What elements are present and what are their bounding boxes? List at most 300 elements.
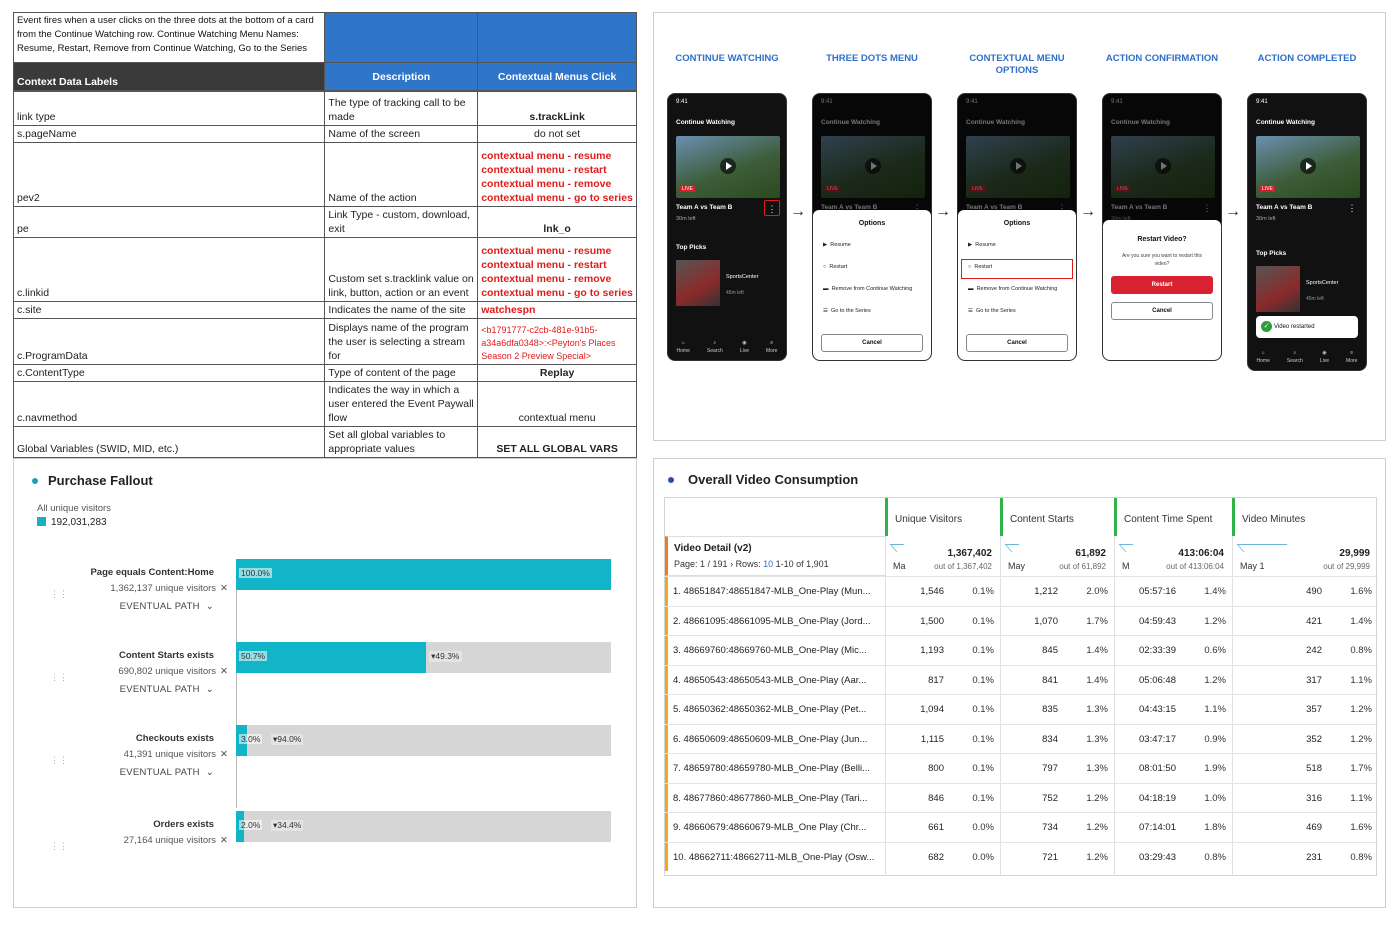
fallout-bar-track[interactable] xyxy=(236,559,611,590)
option-label: Remove from Continue Watching xyxy=(976,286,1058,292)
options-title: Options xyxy=(1003,220,1031,227)
fallout-bar-track[interactable] xyxy=(236,811,611,842)
cell-percent: 0.1% xyxy=(972,615,994,627)
dimension-header[interactable] xyxy=(665,536,885,576)
step-connector xyxy=(236,590,237,642)
column-total-sub: out of 29,999 xyxy=(1323,562,1370,571)
step-visitors-row xyxy=(14,835,228,846)
option-label: Resume xyxy=(830,242,851,248)
top-picks-heading: Top Picks xyxy=(676,244,707,251)
option-go-to-series[interactable] xyxy=(823,308,871,314)
cell-value: 835 xyxy=(1042,704,1058,715)
spec-header-blank-1 xyxy=(325,13,478,63)
table-row[interactable] xyxy=(665,576,1378,606)
remove-step-icon[interactable]: ✕ xyxy=(220,666,228,677)
context-value: contextual menu - resume contextual menu - restart contextual menu - remove contextual menu - go to series xyxy=(478,143,637,207)
three-dots-icon[interactable]: ⋮ xyxy=(764,200,780,216)
nav-item[interactable] xyxy=(740,339,749,355)
row-accent xyxy=(665,666,668,695)
header-description: Description xyxy=(325,63,478,91)
column-total-sub: out of 61,892 xyxy=(1059,562,1106,571)
continue-watching-heading: Continue Watching xyxy=(676,119,735,126)
flow-step-title: CONTINUE WATCHING xyxy=(675,53,779,64)
cell-percent: 0.1% xyxy=(972,645,994,656)
options-title: Options xyxy=(858,220,886,227)
nav-icon: ◉ xyxy=(1322,350,1327,356)
option-icon: ▬ xyxy=(968,286,974,292)
cell-percent: 1.9% xyxy=(1204,763,1226,774)
dialog-text: Are you sure you want to restart this video? xyxy=(1121,253,1203,267)
drag-handle-icon[interactable]: ⋮⋮ xyxy=(50,841,68,851)
table-row[interactable] xyxy=(665,753,1378,783)
fallout-bar-track[interactable] xyxy=(236,725,611,756)
option-icon: ▶ xyxy=(823,242,828,248)
row-dimension-item[interactable]: 1. 48651847:48651847-MLB_One-Play (Mun... xyxy=(673,586,871,597)
time-left: 30m left xyxy=(676,216,696,222)
spec-row xyxy=(14,207,637,238)
cell-value: 231 xyxy=(1306,851,1322,863)
context-label: s.pageName xyxy=(14,126,325,143)
cell-percent: 1.1% xyxy=(1350,674,1372,686)
row-accent xyxy=(665,607,668,636)
nav-item[interactable] xyxy=(1257,349,1270,365)
context-description: Custom set s.tracklink value on link, button, action or an event xyxy=(325,238,478,302)
nav-label: More xyxy=(1346,358,1358,364)
option-remove[interactable] xyxy=(823,286,912,292)
spec-row xyxy=(14,126,637,143)
cell-value: 1,212 xyxy=(1034,586,1058,597)
column-total: 1,367,402 xyxy=(947,548,992,559)
option-label: Go to the Series xyxy=(831,308,871,314)
step-percent: 100.0% xyxy=(241,568,270,578)
pagination xyxy=(674,559,879,569)
option-label: Go to the Series xyxy=(976,308,1016,314)
cell-value: 800 xyxy=(928,763,944,774)
table-row[interactable] xyxy=(665,724,1378,754)
cell-percent: 1.3% xyxy=(1086,763,1108,774)
row-accent xyxy=(665,754,668,783)
step-percent: 50.7% xyxy=(241,651,266,661)
eventual-path-dropdown[interactable] xyxy=(14,767,214,778)
option-restart[interactable] xyxy=(823,264,847,270)
cell-value: 08:01:50 xyxy=(1139,763,1176,774)
live-badge: LIVE xyxy=(682,186,693,192)
flow-step-title: ACTION CONFIRMATION xyxy=(1105,53,1219,64)
context-label: pev2 xyxy=(14,143,325,207)
option-restart[interactable] xyxy=(961,259,1073,279)
play-icon[interactable] xyxy=(1300,158,1316,174)
tracking-spec-table xyxy=(13,12,637,455)
legend-label: All unique visitors xyxy=(37,503,111,514)
cell-value: 734 xyxy=(1042,822,1058,833)
cell-percent: 1.6% xyxy=(1350,586,1372,597)
step-percent: 2.0% xyxy=(241,820,261,830)
cell-value: 490 xyxy=(1306,586,1322,597)
cell-value: 1,193 xyxy=(920,645,944,656)
option-icon: ☰ xyxy=(823,308,828,314)
row-dimension-item[interactable]: 2. 48661095:48661095-MLB_One-Play (Jord... xyxy=(673,615,871,627)
nav-icon: ⌕ xyxy=(1293,350,1297,356)
options-sheet xyxy=(958,210,1076,360)
nav-icon: ⌕ xyxy=(713,340,717,346)
dimension-name: Video Detail (v2) xyxy=(674,543,752,554)
column-header[interactable]: Video Minutes xyxy=(1232,498,1378,536)
table-row[interactable] xyxy=(665,783,1378,813)
cancel-button[interactable]: Cancel xyxy=(821,334,923,352)
header-context-labels: Context Data Labels xyxy=(14,63,325,91)
row-accent xyxy=(665,843,668,872)
column-header[interactable]: Content Time Spent xyxy=(1114,498,1232,536)
nav-item[interactable] xyxy=(677,339,690,355)
cancel-button[interactable]: Cancel xyxy=(1111,302,1213,320)
eventual-path-dropdown[interactable] xyxy=(14,601,214,612)
fallout-bar-fill xyxy=(236,559,611,590)
cell-value: 1,500 xyxy=(920,615,944,627)
nav-label: Home xyxy=(1256,358,1270,364)
phone-screen xyxy=(957,93,1077,361)
cell-value: 04:43:15 xyxy=(1139,704,1176,715)
dropoff-percent: ▾49.3% xyxy=(431,651,460,661)
row-dimension-item[interactable]: 6. 48650609:48650609-MLB_One-Play (Jun... xyxy=(673,733,868,745)
table-row[interactable] xyxy=(665,665,1378,695)
table-row[interactable] xyxy=(665,694,1378,724)
cell-value: 469 xyxy=(1306,822,1322,833)
option-icon: ○ xyxy=(968,264,972,270)
cancel-button[interactable]: Cancel xyxy=(966,334,1068,352)
cell-percent: 1.7% xyxy=(1350,763,1372,774)
row-dimension-item[interactable]: 4. 48650543:48650543-MLB_One-Play (Aar... xyxy=(673,674,867,686)
option-label: Remove from Continue Watching xyxy=(831,286,913,292)
remove-step-icon[interactable]: ✕ xyxy=(220,749,228,760)
cell-value: 02:33:39 xyxy=(1139,645,1176,656)
cell-percent: 0.1% xyxy=(972,586,994,597)
step-connector xyxy=(236,673,237,725)
option-remove[interactable] xyxy=(968,286,1057,292)
bottom-nav xyxy=(1248,344,1366,370)
context-value: do not set xyxy=(478,126,637,143)
spec-row xyxy=(14,302,637,319)
context-label: c.navmethod xyxy=(14,382,325,427)
column-total-sub: out of 1,367,402 xyxy=(934,562,992,571)
restart-dialog xyxy=(1103,220,1221,360)
cell-value: 352 xyxy=(1306,733,1322,745)
context-description: Name of the action xyxy=(325,143,478,207)
drag-handle-icon[interactable]: ⋮⋮ xyxy=(50,755,68,765)
rows-per-page[interactable]: 10 xyxy=(763,559,774,569)
spec-row xyxy=(14,238,637,302)
consumption-title: Overall Video Consumption xyxy=(688,472,859,487)
nav-item[interactable] xyxy=(1346,349,1357,365)
nav-label: Live xyxy=(739,348,749,354)
sparkline xyxy=(1237,544,1294,552)
flow-step-title: THREE DOTS MENU xyxy=(826,53,918,64)
column-total: 29,999 xyxy=(1339,548,1370,559)
context-value: lnk_o xyxy=(478,207,637,238)
column-header[interactable]: Content Starts xyxy=(1000,498,1114,536)
cell-percent: 0.1% xyxy=(972,704,994,715)
play-icon[interactable] xyxy=(720,158,736,174)
drag-handle-icon[interactable]: ⋮⋮ xyxy=(50,589,68,599)
option-icon: ○ xyxy=(823,264,827,270)
context-label: pe xyxy=(14,207,325,238)
cell-percent: 1.4% xyxy=(1350,615,1372,627)
cell-percent: 1.2% xyxy=(1350,704,1372,715)
cell-value: 242 xyxy=(1306,645,1322,656)
step-name: Content Starts exists xyxy=(118,650,214,661)
row-accent xyxy=(665,725,668,754)
context-value: s.trackLink xyxy=(478,92,637,126)
sparkline-label: M xyxy=(1122,561,1130,571)
context-description: Displays name of the program the user is selecting a stream for xyxy=(325,319,478,365)
fallout-step-label xyxy=(14,567,234,612)
context-label: link type xyxy=(14,92,325,126)
context-label: c.ContentType xyxy=(14,365,325,382)
arrow-right-icon: → xyxy=(1080,203,1096,220)
spec-row xyxy=(14,319,637,365)
video-thumbnail[interactable] xyxy=(676,136,780,198)
cell-percent: 0.8% xyxy=(1204,851,1226,863)
cell-value: 1,546 xyxy=(920,586,944,597)
cell-value: 797 xyxy=(1042,763,1058,774)
cell-value: 421 xyxy=(1306,615,1322,627)
bottom-nav xyxy=(668,334,786,360)
table-row[interactable] xyxy=(665,812,1378,842)
cell-value: 752 xyxy=(1042,792,1058,804)
sparkline-label: May xyxy=(1008,561,1026,571)
cell-percent: 0.1% xyxy=(972,792,994,804)
flow-step-title: CONTEXTUAL MENU OPTIONS xyxy=(969,53,1065,76)
nav-item[interactable] xyxy=(1287,349,1303,365)
row-dimension-item[interactable]: 9. 48660679:48660679-MLB_One Play (Chr... xyxy=(673,822,867,833)
spec-row xyxy=(14,143,637,207)
cell-value: 834 xyxy=(1042,733,1058,745)
cell-percent: 1.2% xyxy=(1086,851,1108,863)
live-badge: LIVE xyxy=(1262,186,1273,192)
cell-percent: 1.3% xyxy=(1086,704,1108,715)
spec-header-blank-2 xyxy=(478,13,637,63)
event-note: Event fires when a user clicks on the three dots at the bottom of a card from the Continue Watching row. Continue Watching Menu Names: Resume, Restart, Remove from Continue Watching, Go to the Series xyxy=(14,13,325,63)
fallout-title: Purchase Fallout xyxy=(48,473,153,488)
chevron-down-icon: ⌄ xyxy=(205,767,214,778)
sportscenter-thumbnail[interactable] xyxy=(1256,266,1300,312)
cell-percent: 1.6% xyxy=(1350,822,1372,833)
context-value: <b1791777-c2cb-481e-91b5-a34a6dfa0348>:<Peyton's Places Season 2 Preview Special> xyxy=(478,319,637,365)
fallout-step-label xyxy=(14,819,234,846)
remove-step-icon[interactable]: ✕ xyxy=(220,835,228,846)
spec-table xyxy=(13,12,637,91)
title-bullet xyxy=(32,478,38,484)
row-accent xyxy=(665,636,668,665)
context-label: c.linkid xyxy=(14,238,325,302)
arrow-right-icon: → xyxy=(790,203,806,220)
page-indicator[interactable]: Page: 1 / 191 xyxy=(674,559,728,569)
user-flow-panel xyxy=(653,12,1386,441)
cell-value: 03:29:43 xyxy=(1139,851,1176,863)
dialog-title: Restart Video? xyxy=(1137,236,1187,243)
step-visitors: 1,362,137 unique visitors xyxy=(110,583,217,594)
title-bullet xyxy=(668,477,674,483)
video-thumbnail[interactable] xyxy=(1256,136,1360,198)
step-name: Orders exists xyxy=(153,819,214,830)
cell-percent: 1.2% xyxy=(1204,674,1226,686)
cell-value: 841 xyxy=(1042,674,1058,686)
cell-percent: 1.4% xyxy=(1204,586,1226,597)
cell-percent: 1.3% xyxy=(1086,733,1108,745)
status-time: 9:41 xyxy=(676,99,688,105)
column-header[interactable]: Unique Visitors xyxy=(885,498,1000,536)
cell-percent: 1.4% xyxy=(1086,674,1108,686)
spec-row xyxy=(14,365,637,382)
phone-screen xyxy=(667,93,787,361)
match-title: Team A vs Team B xyxy=(1256,204,1313,211)
cell-value: 05:06:48 xyxy=(1139,674,1176,686)
context-description: Indicates the way in which a user entered the Event Paywall flow xyxy=(325,382,478,427)
cell-percent: 0.9% xyxy=(1204,733,1226,745)
context-value: contextual menu xyxy=(478,382,637,427)
fallout-bar-track[interactable] xyxy=(236,642,611,673)
dropoff-percent: ▾94.0% xyxy=(273,734,302,744)
continue-watching-heading: Continue Watching xyxy=(1256,119,1315,126)
row-range: 1-10 of 1,901 xyxy=(775,559,829,569)
nav-icon: ≡ xyxy=(1350,350,1354,356)
cell-value: 05:57:16 xyxy=(1139,586,1176,597)
video-consumption-panel xyxy=(653,458,1386,908)
option-go-to-series[interactable] xyxy=(968,308,1016,314)
sportscenter-title: SportsCenter xyxy=(726,274,759,280)
cell-value: 817 xyxy=(928,674,944,686)
row-dimension-item[interactable]: 10. 48662711:48662711-MLB_One-Play (Osw... xyxy=(673,851,875,863)
cell-percent: 2.0% xyxy=(1086,586,1108,597)
cell-percent: 1.4% xyxy=(1086,645,1108,656)
sportscenter-left: 45m left xyxy=(1306,296,1324,302)
row-accent xyxy=(665,577,668,606)
step-visitors-row xyxy=(14,583,228,594)
row-dimension-item[interactable]: 3. 48669760:48669760-MLB_One-Play (Mic... xyxy=(673,645,867,656)
column-total-sub: out of 413:06:04 xyxy=(1166,562,1224,571)
option-label: Restart xyxy=(829,264,848,270)
header-contextual-menus-click: Contextual Menus Click xyxy=(478,63,637,91)
options-sheet xyxy=(813,210,931,360)
nav-label: More xyxy=(766,348,778,354)
column-total: 413:06:04 xyxy=(1178,548,1224,559)
step-connector xyxy=(236,756,237,808)
cell-percent: 0.1% xyxy=(972,733,994,745)
context-value: SET ALL GLOBAL VARS xyxy=(478,427,637,458)
cell-value: 316 xyxy=(1306,792,1322,804)
eventual-path-label: EVENTUAL PATH xyxy=(119,684,200,695)
context-value: Replay xyxy=(478,365,637,382)
context-value: watchespn xyxy=(478,302,637,319)
sportscenter-thumbnail[interactable] xyxy=(676,260,720,306)
spec-row xyxy=(14,92,637,126)
cell-percent: 0.0% xyxy=(972,822,994,833)
context-value: contextual menu - resume contextual menu - restart contextual menu - remove contextual menu - go to series xyxy=(478,238,637,302)
context-label: Global Variables (SWID, MID, etc.) xyxy=(14,427,325,458)
row-accent xyxy=(665,813,668,842)
nav-label: Home xyxy=(676,348,690,354)
option-resume[interactable] xyxy=(823,242,851,248)
cell-value: 682 xyxy=(928,851,944,863)
context-description: Name of the screen xyxy=(325,126,478,143)
table-row[interactable] xyxy=(665,635,1378,665)
spec-row xyxy=(14,427,637,458)
eventual-path-label: EVENTUAL PATH xyxy=(119,601,200,612)
nav-item[interactable] xyxy=(707,339,723,355)
row-dimension-item[interactable]: 7. 48659780:48659780-MLB_One-Play (Belli... xyxy=(673,763,870,774)
next-page-icon[interactable]: › xyxy=(730,559,736,569)
restart-button[interactable]: Restart xyxy=(1111,276,1213,294)
cell-percent: 1.2% xyxy=(1086,822,1108,833)
spec-row xyxy=(14,382,637,427)
cell-percent: 1.2% xyxy=(1086,792,1108,804)
cell-value: 661 xyxy=(928,822,944,833)
phone-screen xyxy=(812,93,932,361)
cell-percent: 1.0% xyxy=(1204,792,1226,804)
context-description: The type of tracking call to be made xyxy=(325,92,478,126)
remove-step-icon[interactable]: ✕ xyxy=(220,583,228,594)
status-time: 9:41 xyxy=(1256,99,1268,105)
nav-icon: ≡ xyxy=(770,340,774,346)
cell-value: 518 xyxy=(1306,763,1322,774)
eventual-path-dropdown[interactable] xyxy=(14,684,214,695)
flow-step-title: ACTION COMPLETED xyxy=(1257,53,1357,64)
cell-percent: 0.1% xyxy=(972,763,994,774)
cell-percent: 0.0% xyxy=(972,851,994,863)
cell-value: 317 xyxy=(1306,674,1322,686)
table-row[interactable] xyxy=(665,842,1378,872)
step-visitors-row xyxy=(14,749,228,760)
option-icon: ▶ xyxy=(968,242,973,248)
nav-label: Search xyxy=(706,348,723,354)
cell-value: 04:59:43 xyxy=(1139,615,1176,627)
step-visitors: 690,802 unique visitors xyxy=(118,666,217,677)
table-row[interactable] xyxy=(665,606,1378,636)
fallout-step-label xyxy=(14,733,234,778)
cell-value: 357 xyxy=(1306,704,1322,715)
row-accent xyxy=(665,695,668,724)
sportscenter-left: 45m left xyxy=(726,290,744,296)
option-resume[interactable] xyxy=(968,242,996,248)
top-picks-heading: Top Picks xyxy=(1256,250,1287,257)
step-visitors: 27,164 unique visitors xyxy=(123,835,217,846)
cell-value: 1,115 xyxy=(920,733,944,745)
legend-value: 192,031,283 xyxy=(37,517,107,528)
step-name: Page equals Content:Home xyxy=(90,567,214,578)
cell-percent: 1.8% xyxy=(1204,822,1226,833)
nav-icon: ⌂ xyxy=(1261,350,1265,356)
sportscenter-title: SportsCenter xyxy=(1306,280,1339,286)
step-visitors: 41,391 unique visitors xyxy=(123,749,217,760)
step-percent: 3.0% xyxy=(241,734,261,744)
row-dimension-item[interactable]: 5. 48650362:48650362-MLB_One-Play (Pet... xyxy=(673,704,867,715)
nav-item[interactable] xyxy=(766,339,777,355)
cell-percent: 0.8% xyxy=(1350,851,1372,863)
nav-label: Live xyxy=(1319,358,1329,364)
video-restarted-toast: ✓ Video restarted xyxy=(1256,316,1358,338)
dropoff-percent: ▾34.4% xyxy=(273,820,302,830)
chevron-down-icon: ⌄ xyxy=(205,684,214,695)
drag-handle-icon[interactable]: ⋮⋮ xyxy=(50,672,68,682)
arrow-right-icon: → xyxy=(935,203,951,220)
three-dots-icon[interactable]: ⋮ xyxy=(1347,203,1357,213)
cell-value: 845 xyxy=(1042,645,1058,656)
nav-icon: ⌂ xyxy=(681,340,685,346)
row-dimension-item[interactable]: 8. 48677860:48677860-MLB_One-Play (Tari... xyxy=(673,792,868,804)
sparkline-label: May 1 xyxy=(1240,561,1265,571)
context-label: c.site xyxy=(14,302,325,319)
nav-item[interactable] xyxy=(1320,349,1329,365)
context-description: Indicates the name of the site xyxy=(325,302,478,319)
